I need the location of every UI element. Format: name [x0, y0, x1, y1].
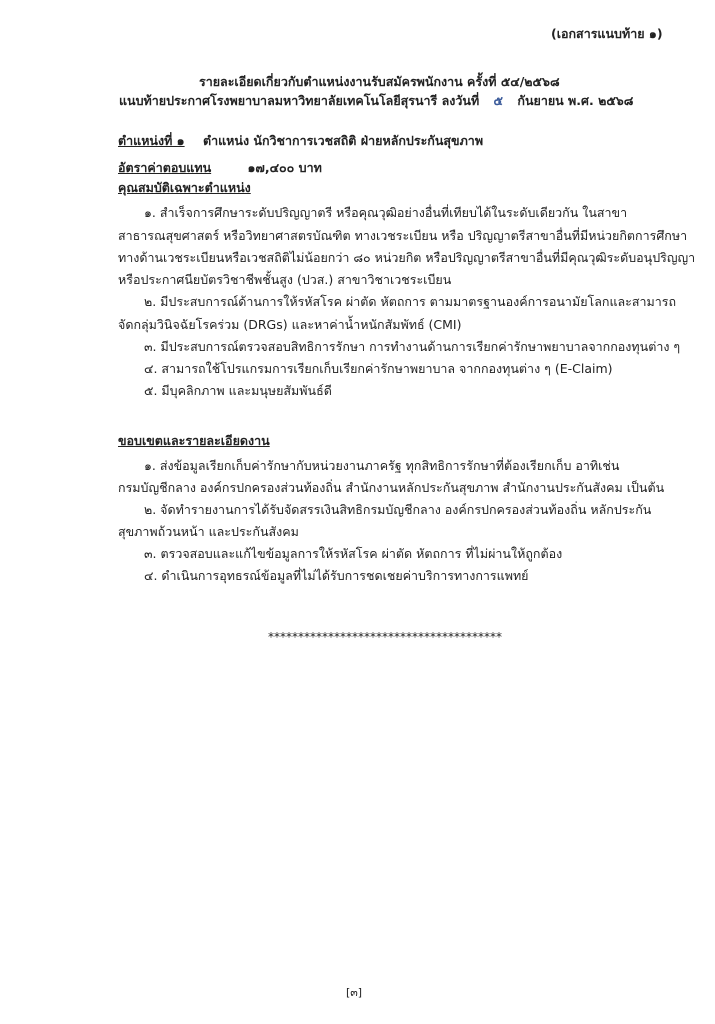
document-title: รายละเอียดเกี่ยวกับตำแหน่งงานรับสมัครพนักงาน ครั้งที่ ๕๔/๒๕๖๘ — [199, 74, 560, 89]
qualification-line: จัดกลุ่มวินิจฉัยโรคร่วม (DRGs) และหาค่าน้ำหนักสัมพัทธ์ (CMI) — [118, 317, 462, 332]
position-row — [118, 133, 483, 149]
qualification-line: สาธารณสุขศาสตร์ หรือวิทยาศาสตรบัณฑิต ทางเวชระเบียน หรือ ปริญญาตรีสาขาอื่นที่มีหน่วยกิตการศึกษา — [118, 228, 688, 243]
attachment-label: (เอกสารแนบท้าย ๑) — [551, 26, 663, 41]
subtitle-prefix: แนบท้ายประกาศโรงพยาบาลมหาวิทยาลัยเทคโนโลยีสุรนารี ลงวันที่ — [119, 93, 480, 108]
position-value: ตำแหน่ง นักวิชาการเวชสถิติ ฝ่ายหลักประกันสุขภาพ — [202, 133, 484, 148]
document-subtitle — [119, 93, 633, 109]
qualification-line: ๕. มีบุคลิกภาพ และมนุษยสัมพันธ์ดี — [144, 383, 332, 398]
qualification-line: ทางด้านเวชระเบียนหรือเวชสถิติไม่น้อยกว่า ๘๐ หน่วยกิต หรือปริญญาตรีสาขาอื่นที่มีคุณวุฒิระดับอนุปริญญา — [118, 250, 696, 265]
page-number: [๓] — [346, 986, 363, 999]
scope-line: ๒. จัดทำรายงานการได้รับจัดสรรเงินสิทธิกรมบัญชีกลาง องค์กรปกครองส่วนท้องถิ่น หลักประกัน — [144, 502, 652, 517]
qualification-line: หรือประกาศนียบัตรวิชาชีพชั้นสูง (ปวส.) สาขาวิชาเวชระเบียน — [118, 272, 452, 287]
scope-line: ๓. ตรวจสอบและแก้ไขข้อมูลการให้รหัสโรค ผ่าตัด หัตถการ ที่ไม่ผ่านให้ถูกต้อง — [144, 546, 563, 561]
qualification-line: ๒. มีประสบการณ์ด้านการให้รหัสโรค ผ่าตัด หัตถการ ตามมาตรฐานองค์การอนามัยโลกและสามารถ — [144, 294, 677, 309]
scope-line: กรมบัญชีกลาง องค์กรปกครองส่วนท้องถิ่น สำนักงานหลักประกันสุขภาพ สำนักงานประกันสังคม เป็นต้น — [118, 480, 665, 495]
qualification-line: ๔. สามารถใช้โปรแกรมการเรียกเก็บเรียกค่ารักษาพยาบาล จากกองทุนต่าง ๆ (E-Claim) — [144, 361, 613, 376]
salary-value: ๑๗,๔๐๐ บาท — [247, 160, 322, 175]
salary-label: อัตราค่าตอบแทน — [118, 160, 212, 175]
handwritten-date: ๕ — [493, 93, 504, 108]
qualification-line: ๑. สำเร็จการศึกษาระดับปริญญาตรี หรือคุณวุฒิอย่างอื่นที่เทียบได้ในระดับเดียวกัน ในสาขา — [144, 205, 628, 220]
scope-line: สุขภาพถ้วนหน้า และประกันสังคม — [118, 524, 299, 539]
position-label: ตำแหน่งที่ ๑ — [118, 133, 185, 148]
salary-row — [118, 160, 322, 176]
scope-heading: ขอบเขตและรายละเอียดงาน — [118, 433, 270, 448]
scope-line: ๔. ดำเนินการอุทธรณ์ข้อมูลที่ไม่ได้รับการชดเชยค่าบริการทางการแพทย์ — [144, 568, 529, 583]
subtitle-suffix: กันยายน พ.ศ. ๒๕๖๘ — [517, 93, 634, 108]
separator-stars: *************************************** — [268, 630, 502, 644]
qualifications-heading: คุณสมบัติเฉพาะตำแหน่ง — [118, 180, 251, 195]
scope-line: ๑. ส่งข้อมูลเรียกเก็บค่ารักษากับหน่วยงานภาครัฐ ทุกสิทธิการรักษาที่ต้องเรียกเก็บ อาทิเช่น — [144, 458, 620, 473]
qualification-line: ๓. มีประสบการณ์ตรวจสอบสิทธิการรักษา การทำงานด้านการเรียกค่ารักษาพยาบาลจากกองทุนต่าง ๆ — [144, 339, 681, 354]
